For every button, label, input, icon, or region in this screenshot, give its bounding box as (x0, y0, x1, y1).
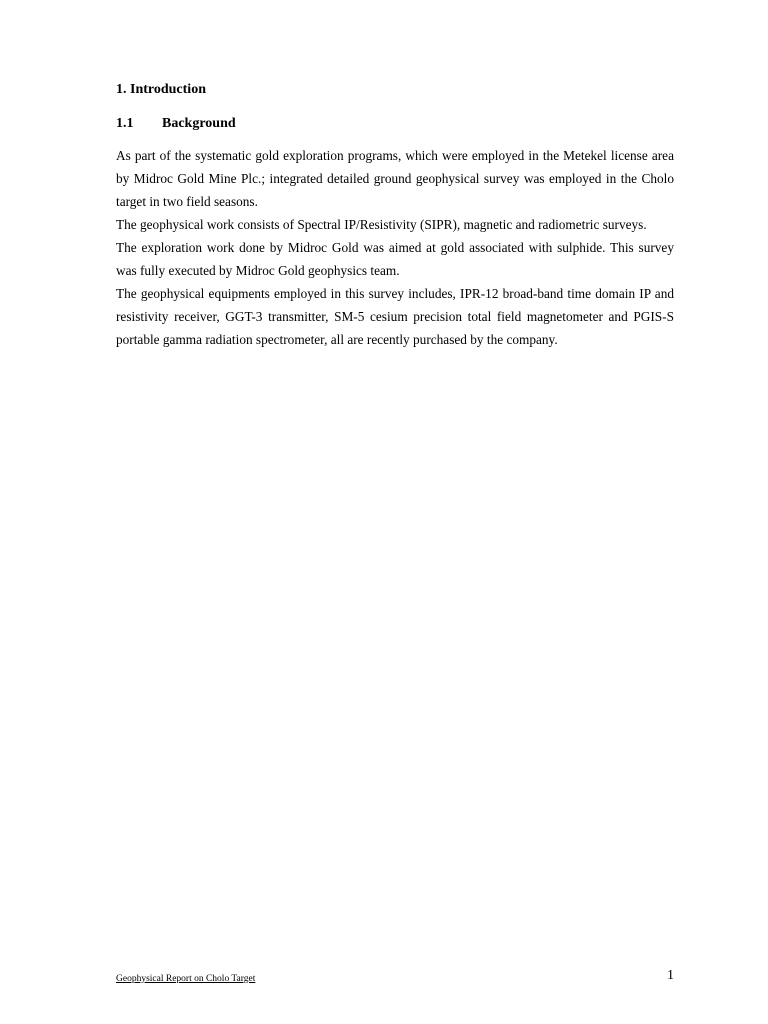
subsection-heading (116, 114, 674, 134)
footer-title: Geophysical Report on Cholo Target (116, 974, 256, 984)
page-content (116, 80, 674, 351)
page-number: 1 (667, 968, 674, 983)
page-footer (116, 966, 674, 986)
subsection-number: 1.1 (116, 116, 134, 131)
paragraph-2: The geophysical work consists of Spectral IP/Resistivity (SIPR), magnetic and radiometric surveys. (116, 217, 647, 232)
paragraph-3: The exploration work done by Midroc Gold was aimed at gold associated with sulphide. This survey was fully executed by Midroc Gold geophysics team. (116, 240, 674, 278)
subsection-title: Background (162, 116, 236, 131)
paragraph-4: The geophysical equipments employed in this survey includes, IPR-12 broad-band time domain IP and resistivity receiver, GGT-3 transmitter, SM-5 cesium precision total field magnetometer and PGIS-S portable gamma radiation spectrometer, all are recently purchased by the company. (116, 286, 674, 347)
paragraph-1: As part of the systematic gold exploration programs, which were employed in the Metekel license area by Midroc Gold Mine Plc.; integrated detailed ground geophysical survey was employed in the Cholo target in two field seasons. (116, 148, 674, 209)
section-heading: 1. Introduction (116, 82, 206, 97)
